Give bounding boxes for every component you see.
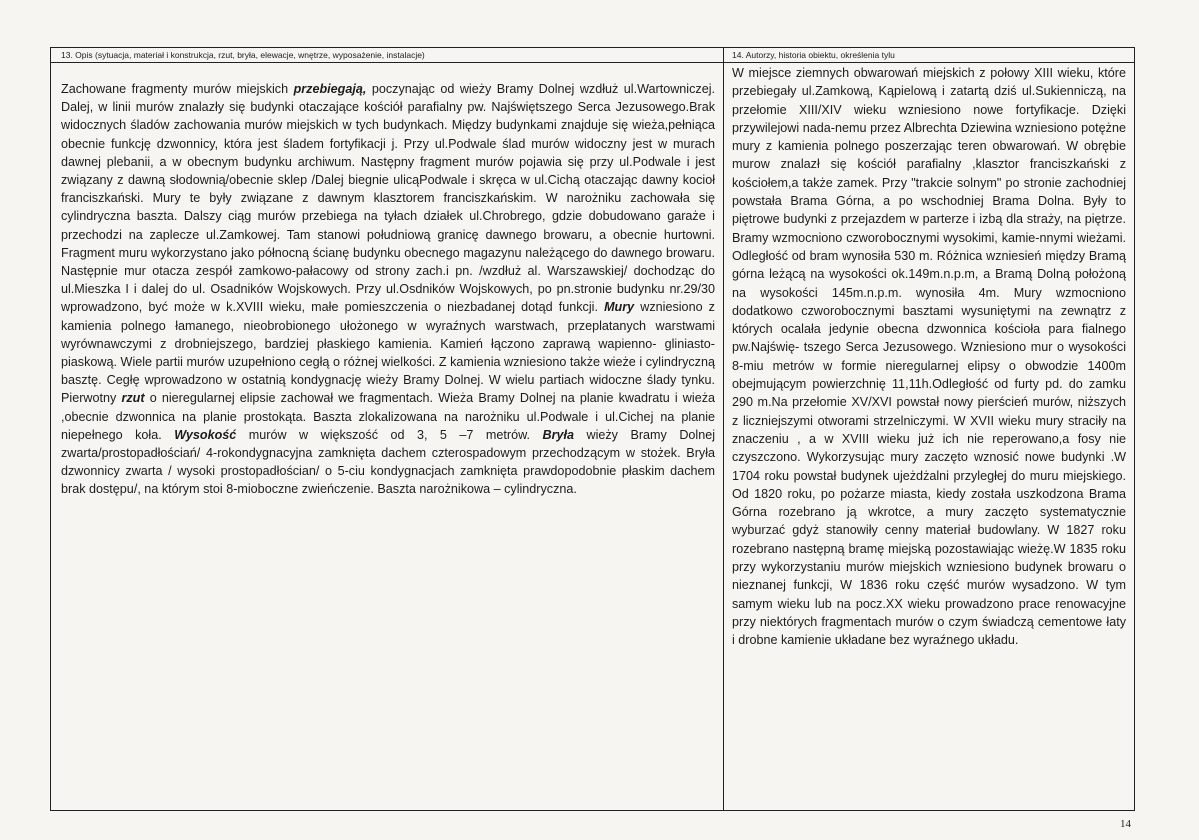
keyword-bryla: Bryła (542, 427, 574, 442)
history-text: W miejsce ziemnych obwarowań miejskich z połowy XIII wieku, które przebiegały ul.Zamkową, Kąpielową i zatartą dziś ul.Sukienniczą, na przełomie XIII/XIV wieku wzniesiono nowe fortyfikacje. Dzięki przywilejowi nada-nemu przez Albrechta Dziewina wzniesiono potężne mury z kamienia polnego poszerzając teren obwarowań. W obrębie murow znalazł się kościół parafialny ,klasztor franciszkański z kościołem,a także zamek. Przy "trakcie solnym" po stronie zachodniej powstała Brama Górna, a po wschodniej Brama Dolna. Były to piętrowe budynki z przejazdem w parterze i izbą dla straży, na piętrze. Bramy wzmocniono czworobocznymi wysokimi, kamie-nnymi wieżami. Odległość od bram wynosiła 530 m. Różnica wzniesień między Bramą górna leżącą na wysokości ok.149m.n.p.m, a Bramą Dolną położoną na wysokości 145m.n.p.m. wynosiła 4m. Mury wzmocniono dodatkowo czworobocznymi basztami wysuniętymi na zewnątrz z których ocalała jedynie obecna dzwonnica kościoła para fialnego pw.Najświę- tszego Serca Jezusowego. Wzniesiono mur o wysokości 8-miu metrów w formie nieregularnej elipsy o obwodzie 1400m obejmującym powierzchnię 11,11h.Odległość od furty pd. do zamku 290 m.Na przełomie XV/XVI powstał nowy pierścień murów, niższych z licznieјszymi otworami strzelniczymi. W XVII wieku mury straciły na znaczeniu , a w XVIII wieku już ich nie reperowano,a fosy nie czyszczono. Wykorzysując mury zaczęto wznosić nowe budynki .W 1704 roku powstał budynek ujeżdżalni przyległej do muru miejskiego. Od 1820 roku, po pożarze miasta, kiedy została uszkodzona Brama Górna rozebrano ją wkrotce, a mury zaczęto systematycznie wyburzać gdyż stanowiły cenny materiał budowlany. W 1827 roku rozebrano następną bramę miejską pozostawiając wieżę.W 1835 roku przy wykorzystaniu murów miejskich wzniesiono budynek browaru o nieznanej funkcji, W 1836 roku część murów wysadzono. W tym samym wieku lub na pocz.XX wieku prowadzono prace renowacyjne przy niektórych fragmentach murów o czym świadczą cementowe łaty i drobne kamienie układane bez wyraźnego układu. (732, 66, 1126, 648)
description-header: 13. Opis (sytuacja, materiał i konstrukcja, rzut, bryła, elewacje, wnętrze, wyposażenie, instalacje) (51, 48, 723, 63)
description-body (61, 80, 715, 499)
text-run: wieży Bramy Dolnej zwarta/prostopadłościań/ 4-rokondygnacyjna zamknięta dachem czterospadowym przechodzącym w stożek. Bryła dzwonnicy zwarta / wysoki prostopadłościan/ o 5-ciu kondygnacjach zamknięta prawdopodobnie płaskim dachem brak dostępu/, na którym stoi 8-mioboczne zwieńczenie. Baszta narożnikowa – cylindryczna. (61, 427, 716, 497)
description-column (51, 48, 724, 810)
keyword-przebiegaja: przebiegają, (293, 82, 367, 96)
text-run: poczynając od wieży Bramy Dolnej wzdłuż ul.Wartowniczej. Dalej, w linii murów znalazły się budynki otaczające kościół parafialny pw. Najświętszego Serca Jezusowego.Brak widocznych śladów zachowania murów miejskich w tych budynkach. Między budynkami znajduje się wieża,pełniąca obecnie funkcję dzwonnicy, która jest śladem fortyfikacji j. Przy ul.Podwale ślad murów widoczny jest w murach dawnej plebanii, a w obecnym budynku archiwum. Następny fragment murów pojawia się przy ul.Podwale i jest związany z dawną słodownią/obecnie sklep /Dalej biegnie ulicąPodwale i skręca w ul.Cichą otaczając dawny kocioł franciszkański. Mury te były związane z dawnym klasztorem franciszkańskim. W narożniku zachowała się cylindryczna baszta. Dalszy ciąg murów przebiega na tyłach działek ul.Chrobrego, gdzie dobudowano garaże i przechodzi na zaplecze ul.Zamkowej. Tam stanowi południową granicę dawnego browaru, a obecnie hurtowni. Fragment muru wykorzystano jako północną ścianę budynku obecnego magazynu należącego do dawnego browaru. Następnie mur otacza zespół zamkowo-pałacowy od strony zach.i pn. /wzdłuż al. Warszawskiej/ dochodząc do ul.Mieszka I i dalej do ul. Osadników Wojskowych. Przy ul.Osdników Wojskowych, po pn.stronie budynku nr.29/30 wprowadzono, być może w k.XVIII wieku, małe pomieszczenia o niezbadanej dotąd funkcji. (61, 82, 715, 315)
page-number: 14 (1120, 818, 1131, 830)
keyword-wysokosc: Wysokość (174, 427, 237, 442)
history-body (732, 64, 1126, 650)
form-table (50, 47, 1135, 811)
keyword-rzut: rzut (121, 391, 145, 406)
history-header: 14. Autorzy, historia obiektu, określenia tylu (724, 48, 1134, 63)
text-run: Zachowane fragmenty murów miejskich (61, 82, 294, 96)
text-run: murów w większość od 3, 5 –7 metrów. (236, 427, 543, 442)
text-run: wzniesiono z kamienia polnego łamanego, nieobrobionego ułożonego w wyraźnych warstwach, przeplatanych warstwami wyrównawczymi z drobniejszego, bardziej płaskiego kamienia. Kamień łączono zaprawą wapienno- gliniasto-piaskową. Wiele partii murów uzupełniono cegłą o różnej wielkości. Z kamienia wzniesiono także wieże i cylindryczną basztę. Cegłę wprowadzono w ostatnią kondygnację wieży Bramy Dolnej. W wielu partiach widoczne ślady tynku. Pierwotny (61, 300, 715, 406)
text-run: o nieregularnej elipsie zachował we fragmentach. Wieża Bramy Dolnej na planie kwadratu i wieża ,obecnie dzwonnica na planie prostokąta. Baszta zlokalizowana na narożniku ul.Podwale i ul.Cichej na planie niepełnego koła. (61, 391, 716, 442)
history-column (724, 48, 1134, 810)
description-text (61, 80, 715, 499)
keyword-mury: Mury (604, 300, 635, 315)
